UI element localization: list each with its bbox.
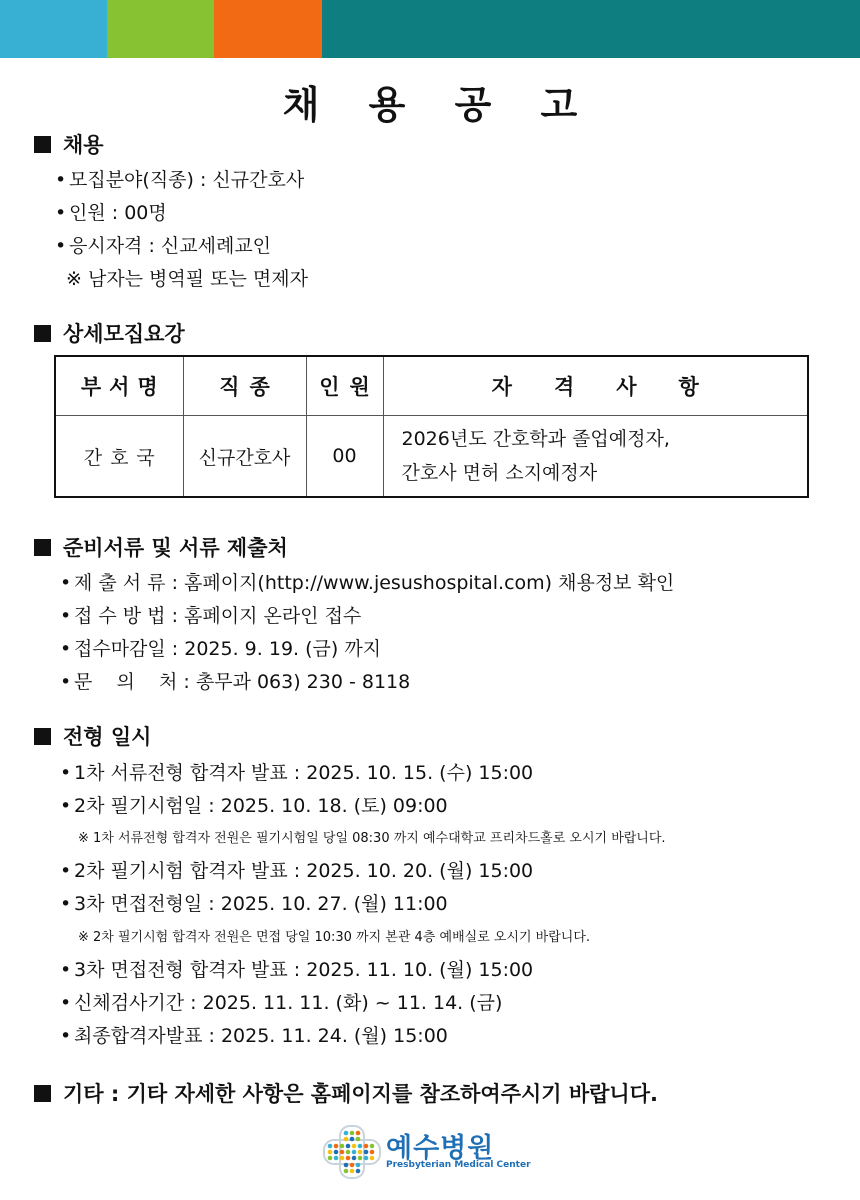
table-cell-dept: 간호국 xyxy=(55,416,183,498)
table-cell-count: 00 xyxy=(306,416,383,498)
bar-segment-green xyxy=(107,0,214,58)
table-header: 자격사항 xyxy=(383,356,808,416)
bar-segment-orange xyxy=(214,0,322,58)
list-item: • 2차 필기시험일 : 2025. 10. 18. (토) 09:00 xyxy=(60,795,448,817)
table-cell-qualification: 2026년도 간호학과 졸업예정자, 간호사 면허 소지예정자 xyxy=(383,416,808,498)
schedule-note: ※ 2차 필기시험 합격자 전원은 면접 당일 10:30 까지 본관 4층 예배실로 오시기 바랍니다. xyxy=(78,930,591,945)
section-heading-recruit xyxy=(34,129,104,159)
top-color-bar xyxy=(0,0,860,58)
square-bullet-icon xyxy=(34,539,51,556)
table-header: 인원 xyxy=(306,356,383,416)
list-item: • 제 출 서 류 : 홈페이지(http://www.jesushospital.com) 채용정보 확인 xyxy=(60,572,675,594)
recruit-table xyxy=(54,355,809,498)
list-item: • 모집분야(직종) : 신규간호사 xyxy=(55,169,305,191)
bar-segment-blue xyxy=(0,0,107,58)
section-heading-schedule xyxy=(34,721,151,751)
list-item: • 접수마감일 : 2025. 9. 19. (금) 까지 xyxy=(60,638,382,660)
table-header: 직종 xyxy=(183,356,306,416)
section-heading-text: 기타 : 기타 자세한 사항은 홈페이지를 참조하여주시기 바랍니다. xyxy=(63,1082,658,1106)
list-item: • 응시자격 : 신교세례교인 xyxy=(55,235,272,257)
section-heading-text: 준비서류 및 서류 제출처 xyxy=(63,536,288,560)
cross-dots-icon xyxy=(322,1124,382,1180)
section-heading-documents xyxy=(34,532,288,562)
list-item: • 인원 : 00명 xyxy=(55,202,167,224)
table-header: 부서명 xyxy=(55,356,183,416)
schedule-note: ※ 1차 서류전형 합격자 전원은 필기시험일 당일 08:30 까지 예수대학교 프리차드홀로 오시기 바랍니다. xyxy=(78,831,666,846)
list-item: • 최종합격자발표 : 2025. 11. 24. (월) 15:00 xyxy=(60,1025,448,1047)
table-cell-job: 신규간호사 xyxy=(183,416,306,498)
square-bullet-icon xyxy=(34,136,51,153)
bar-segment-teal xyxy=(322,0,860,58)
logo-subtitle: Presbyterian Medical Center xyxy=(386,1160,531,1170)
list-item: • 1차 서류전형 합격자 발표 : 2025. 10. 15. (수) 15:00 xyxy=(60,762,534,784)
military-note: ※ 남자는 병역필 또는 면제자 xyxy=(66,268,308,290)
list-item: • 신체검사기간 : 2025. 11. 11. (화) ~ 11. 14. (금) xyxy=(60,992,503,1014)
list-item: • 2차 필기시험 합격자 발표 : 2025. 10. 20. (월) 15:00 xyxy=(60,860,534,882)
section-heading-text: 채용 xyxy=(63,133,104,157)
table-row xyxy=(55,416,808,498)
section-heading-text: 상세모집요강 xyxy=(63,322,185,346)
list-item: • 3차 면접전형 합격자 발표 : 2025. 11. 10. (월) 15:00 xyxy=(60,959,534,981)
list-item: • 문 의 처 : 총무과 063) 230 - 8118 xyxy=(60,671,411,693)
section-heading-other xyxy=(34,1078,658,1108)
list-item: • 접 수 방 법 : 홈페이지 온라인 접수 xyxy=(60,605,362,627)
hospital-logo xyxy=(322,1124,531,1180)
page-title: 채 용 공 고 xyxy=(282,83,596,127)
square-bullet-icon xyxy=(34,1085,51,1102)
square-bullet-icon xyxy=(34,728,51,745)
section-heading-details xyxy=(34,318,185,348)
square-bullet-icon xyxy=(34,325,51,342)
section-heading-text: 전형 일시 xyxy=(63,725,152,749)
list-item: • 3차 면접전형일 : 2025. 10. 27. (월) 11:00 xyxy=(60,893,448,915)
logo-name: 예수병원 xyxy=(386,1133,495,1164)
